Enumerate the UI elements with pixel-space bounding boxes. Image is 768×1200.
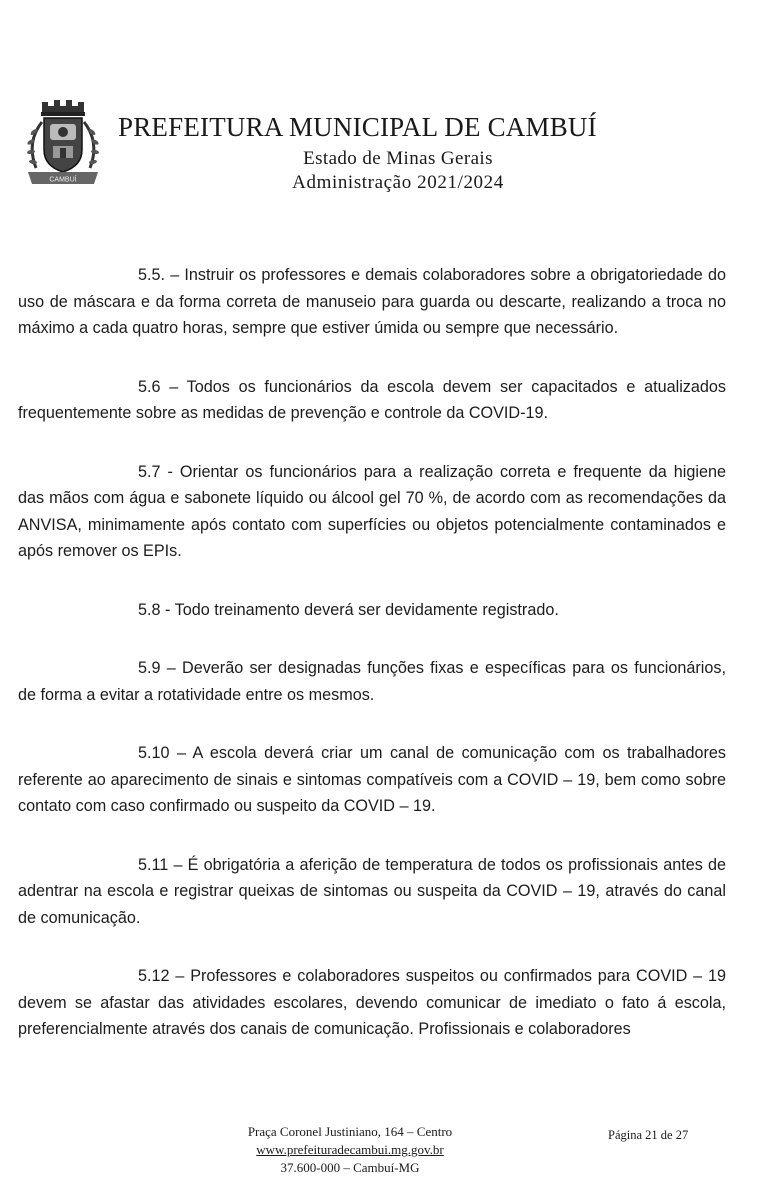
paragraph-5-8: 5.8 - Todo treinamento deverá ser devidamente registrado. [138, 600, 559, 619]
paragraph-5-9: 5.9 – Deverão ser designadas funções fixas e específicas para os funcionários, de forma a evitar a rotatividade entre os mesmos. [18, 659, 726, 704]
paragraph-5-11: 5.11 – É obrigatória a aferição de temperatura de todos os profissionais antes de adentrar na escola e registrar queixas de sintomas ou suspeita da COVID – 19, através do canal de comunicação. [18, 855, 726, 927]
paragraph-5-7: 5.7 - Orientar os funcionários para a realização correta e frequente da higiene das mãos com água e sabonete líquido ou álcool gel 70 %, de acordo com as recomendações da ANVISA, minimamente após contato com superfícies ou objetos potencialmente contaminados e após remover os EPIs. [18, 462, 726, 560]
paragraph-5-12: 5.12 – Professores e colaboradores suspeitos ou confirmados para COVID – 19 devem se afastar das atividades escolares, devendo comunicar de imediato o fato á escola, preferencialmente através dos canais de comunicação. Profissionais e colaboradores [18, 967, 726, 1038]
letterhead [0, 0, 768, 220]
crest-banner-text: CAMBUÍ [49, 176, 77, 184]
state-subtitle: Estado de Minas Gerais [303, 148, 493, 169]
footer-website-link[interactable]: www.prefeituradecambui.mg.gov.br [256, 1142, 444, 1157]
municipal-coat-of-arms-icon [12, 92, 112, 192]
paragraph-5-5: 5.5. – Instruir os professores e demais colaboradores sobre a obrigatoriedade do uso de máscara e da forma correta de manuseio para guarda ou descarte, realizando a troca no máximo a cada quatro horas, sempre que estiver úmida ou sempre que necessário. [18, 266, 726, 337]
paragraph-5-10: 5.10 – A escola deverá criar um canal de comunicação com os trabalhadores referente ao aparecimento de sinais e sintomas compatíveis com a COVID – 19, bem como sobre contato com caso confirmado ou suspeito da COVID – 19. [18, 744, 726, 815]
municipality-title: PREFEITURA MUNICIPAL DE CAMBUÍ [118, 112, 597, 142]
footer-zip-city: 37.600-000 – Cambuí-MG [280, 1160, 420, 1175]
paragraph-5-6: 5.6 – Todos os funcionários da escola devem ser capacitados e atualizados frequentemente sobre as medidas de prevenção e controle da COVID-19. [18, 377, 726, 422]
page-number: Página 21 de 27 [608, 1128, 689, 1142]
administration-subtitle: Administração 2021/2024 [292, 172, 504, 193]
document-body [18, 262, 726, 1075]
footer-address: Praça Coronel Justiniano, 164 – Centro [247, 1124, 453, 1139]
